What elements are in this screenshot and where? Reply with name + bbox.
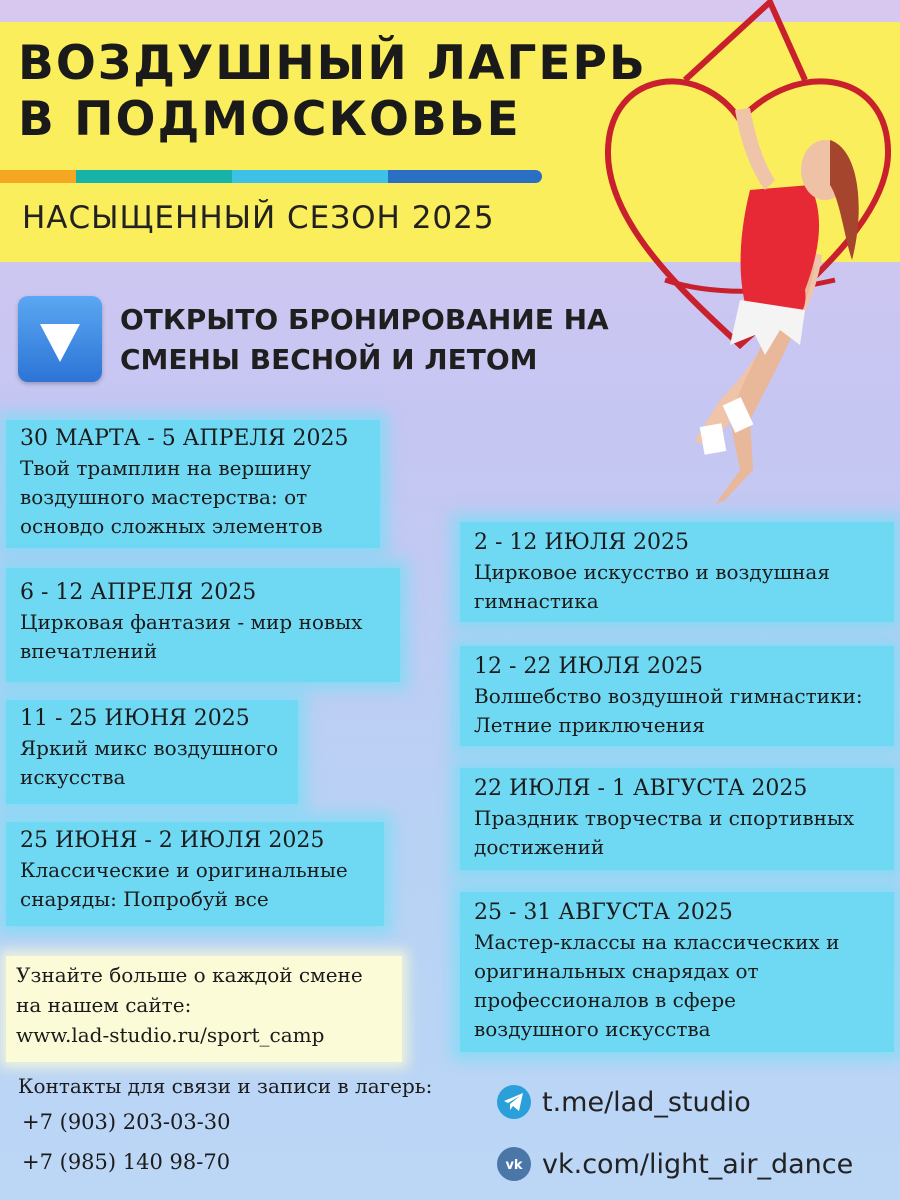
session-date: 2 - 12 ИЮЛЯ 2025 xyxy=(474,530,689,555)
session-date: 6 - 12 АПРЕЛЯ 2025 xyxy=(20,580,257,605)
website-link[interactable]: www.lad-studio.ru/sport_camp xyxy=(16,1023,325,1047)
session-description: Цирковое искусство и воздушная гимнастика xyxy=(474,560,830,613)
session-date: 12 - 22 ИЮЛЯ 2025 xyxy=(474,654,703,679)
booking-line-2: СМЕНЫ ВЕСНОЙ И ЛЕТОМ xyxy=(120,343,538,376)
hoop-strap xyxy=(685,2,805,80)
booking-line-1: ОТКРЫТО БРОНИРОВАНИЕ НА xyxy=(120,303,609,336)
telegram-link[interactable] xyxy=(496,1084,751,1120)
session-description: Твой трамплин на вершину воздушного мастерства: от основдо сложных элементов xyxy=(20,456,323,538)
info-line-2: на нашем сайте: xyxy=(16,993,192,1017)
session-description: Цирковая фантазия - мир новых впечатлений xyxy=(20,610,363,663)
session-date: 22 ИЮЛЯ - 1 АВГУСТА 2025 xyxy=(474,776,808,801)
color-stripes xyxy=(0,170,542,183)
vk-link[interactable] xyxy=(496,1146,853,1182)
session-date: 25 - 31 АВГУСТА 2025 xyxy=(474,900,733,925)
aerialist-illustration xyxy=(590,0,900,520)
phone-number[interactable]: +7 (985) 140 98-70 xyxy=(22,1150,231,1174)
booking-announcement xyxy=(120,300,609,380)
session-description: Праздник творчества и спортивных достижений xyxy=(474,806,855,859)
telegram-url: t.me/lad_studio xyxy=(542,1086,751,1118)
session-card xyxy=(6,700,298,804)
session-card xyxy=(460,892,894,1052)
telegram-icon xyxy=(496,1084,532,1120)
website-info-box xyxy=(6,956,402,1062)
session-description: Волшебство воздушной гимнастики: Летние приключения xyxy=(474,684,863,737)
stripe-teal xyxy=(76,170,232,183)
title-line-1: ВОЗДУШНЫЙ ЛАГЕРЬ xyxy=(18,36,647,91)
session-date: 11 - 25 ИЮНЯ 2025 xyxy=(20,706,250,731)
contacts-label: Контакты для связи и записи в лагерь: xyxy=(18,1074,433,1098)
page-subtitle: НАСЫЩЕННЫЙ СЕЗОН 2025 xyxy=(22,200,495,236)
info-line-1: Узнайте больше о каждой смене xyxy=(16,963,363,987)
stripe-orange xyxy=(0,170,76,183)
session-card xyxy=(460,646,894,746)
session-date: 30 МАРТА - 5 АПРЕЛЯ 2025 xyxy=(20,426,349,451)
session-card xyxy=(460,522,894,622)
vk-icon xyxy=(496,1146,532,1182)
stripe-blue xyxy=(388,170,542,183)
phone-number[interactable]: +7 (903) 203-03-30 xyxy=(22,1110,231,1134)
down-triangle-button-icon xyxy=(18,296,102,382)
svg-text:vk: vk xyxy=(505,1158,523,1173)
session-description: Классические и оригинальные снаряды: Попробуй все xyxy=(20,858,348,911)
session-description: Мастер-классы на классических и оригинальных снарядах от профессионалов в сфере воздушного искусства xyxy=(474,930,840,1041)
session-card xyxy=(460,768,894,870)
session-card xyxy=(6,822,384,926)
stripe-lightblue xyxy=(232,170,388,183)
session-card xyxy=(6,420,380,548)
title-line-2: В ПОДМОСКОВЬЕ xyxy=(18,92,521,147)
session-card xyxy=(6,568,400,682)
session-description: Яркий микс воздушного искусства xyxy=(20,736,279,789)
session-date: 25 ИЮНЯ - 2 ИЮЛЯ 2025 xyxy=(20,828,325,853)
vk-url: vk.com/light_air_dance xyxy=(542,1148,854,1180)
aerialist-figure xyxy=(695,108,859,505)
triangle-down-icon xyxy=(18,296,102,382)
page-title xyxy=(18,36,647,148)
